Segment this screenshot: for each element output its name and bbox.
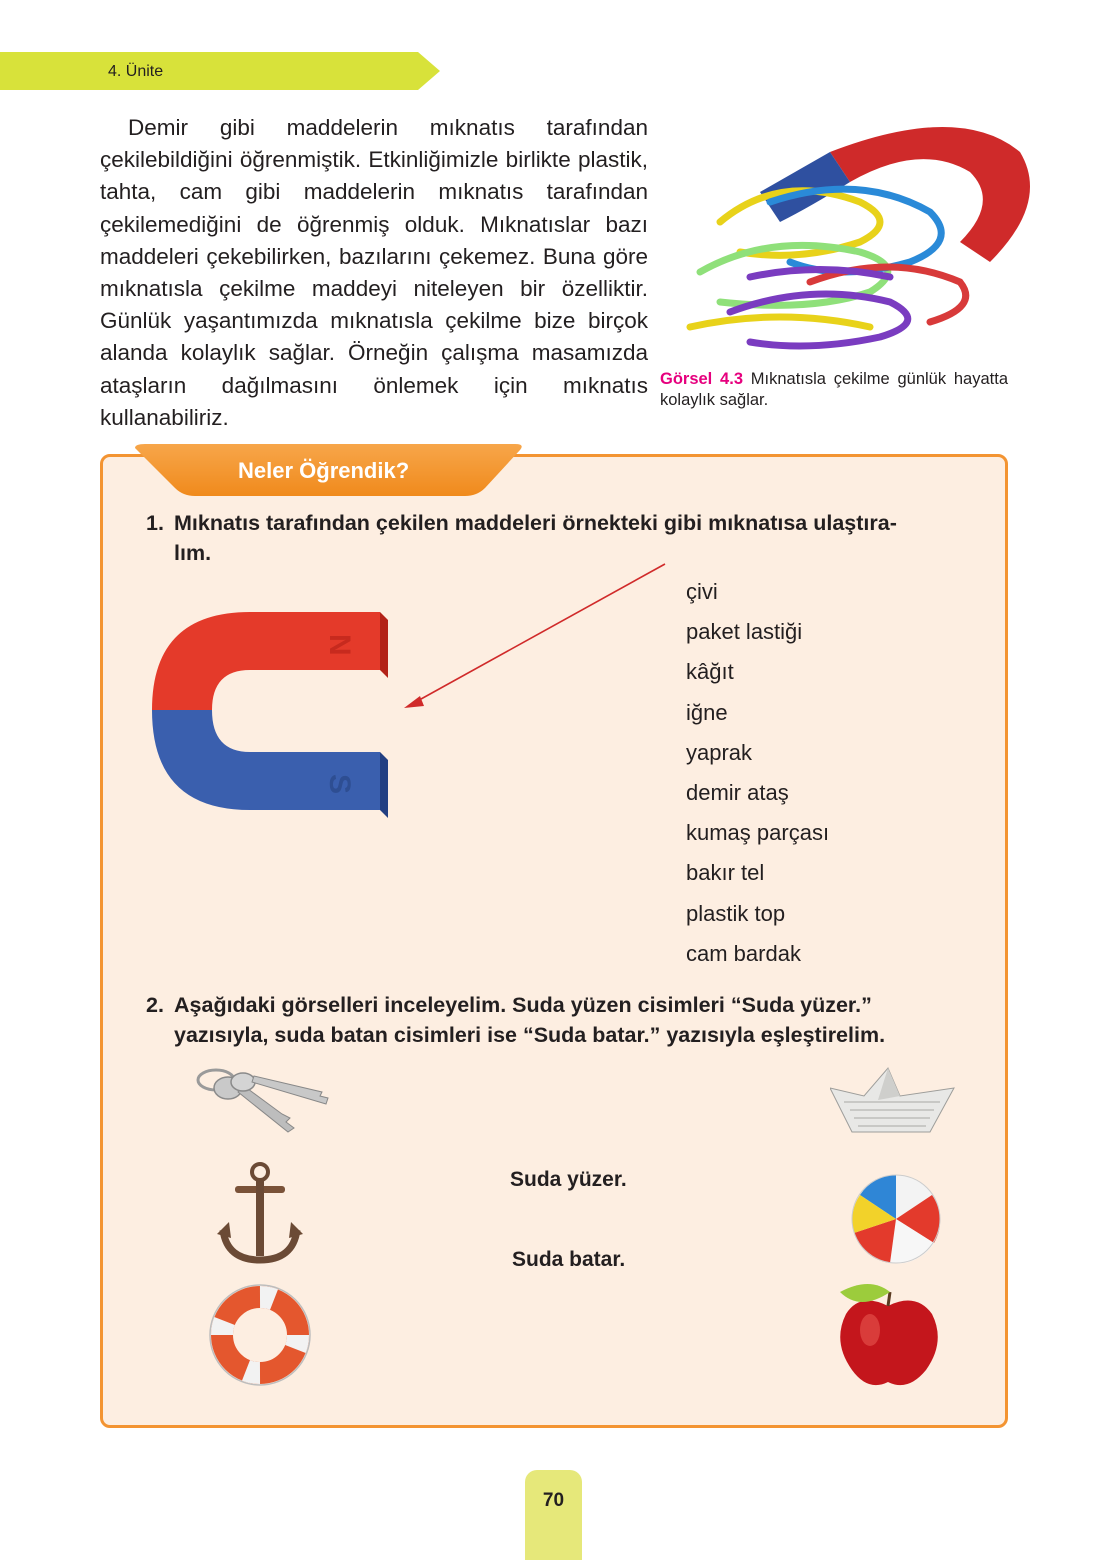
question-1-number: 1. (146, 511, 164, 535)
list-item: çivi (686, 579, 718, 604)
list-item: cam bardak (686, 940, 801, 966)
magnet-paperclips-image (660, 112, 1050, 364)
list-item: yaprak (686, 739, 753, 765)
page-number: 70 (542, 1490, 565, 1511)
apple-image (830, 1278, 950, 1393)
figure-caption (660, 369, 1008, 411)
question-2-text-line2: yazısıyla, suda batan cisimleri ise “Suda batar.” yazısıyla eşleştirelim. (174, 1023, 886, 1047)
question-2-number: 2. (146, 993, 164, 1017)
intro-paragraph: Demir gibi maddelerin mıknatıs tarafından çekilebildiğini öğrenmiştik. Etkinliğimizle birlikte plastik, tahta, cam gibi maddelerin mıknatıs tarafından çekilemediğini de öğrenmiş olduk. Mıknatıslar bazı maddeleri çekebilirken, bazılarını çekemez. Buna göre mıknatısla çekilme maddeyi niteleyen bir özelliktir. Günlük yaşantımızda mıknatısla çekilme bize birçok alanda kolaylık sağlar. Örneğin çalışma masamızda ataşların dağılmasını önlemek için mıknatıs kullanabiliriz. (100, 115, 648, 430)
horseshoe-magnet-image (140, 600, 420, 825)
label-sinks: Suda batar. (512, 1248, 626, 1271)
box-title: Neler Öğrendik? (238, 458, 410, 483)
list-item: demir ataş (686, 779, 789, 805)
unit-label: 4. Ünite (108, 63, 164, 80)
question-2-text-line1: Aşağıdaki görselleri inceleyelim. Suda yüzen cisimleri “Suda yüzer.” (174, 993, 872, 1017)
magnet-pole-n: N (323, 634, 356, 656)
magnet-pole-s: S (323, 774, 356, 795)
material-list (686, 572, 829, 974)
anchor-image (215, 1160, 305, 1270)
list-item: plastik top (686, 900, 786, 926)
question-1-text-line1: Mıknatıs tarafından çekilen maddeleri örnekteki gibi mıknatısa ulaştıra- (174, 511, 897, 535)
figure-label: Görsel 4.3 (660, 370, 743, 388)
label-floats: Suda yüzer. (510, 1168, 627, 1191)
list-item: paket lastiği (686, 619, 803, 645)
list-item: kâğıt (686, 659, 734, 685)
list-item: iğne (686, 699, 728, 725)
keys-image (188, 1060, 333, 1145)
unit-banner (0, 52, 440, 90)
figure-caption-text: Mıknatısla çekilme günlük hayatta kolaylık sağlar. (660, 370, 1008, 409)
question-2 (146, 990, 972, 1050)
page-number-tab (525, 1470, 582, 1560)
question-1-text-line2: lım. (174, 541, 212, 565)
list-item: bakır tel (686, 860, 765, 886)
beach-ball-image (850, 1173, 942, 1265)
life-ring-image (208, 1283, 313, 1388)
paper-boat-image (830, 1066, 955, 1136)
question-1 (146, 508, 972, 568)
list-item: kumaş parçası (686, 820, 830, 846)
